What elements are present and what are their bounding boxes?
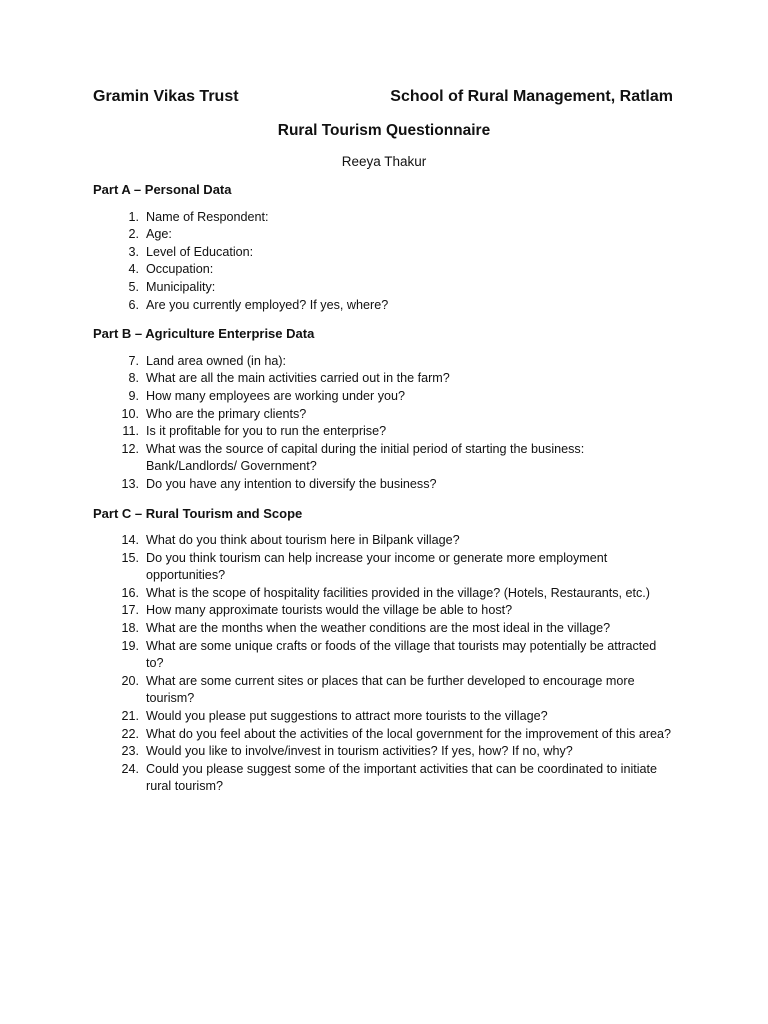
question-text: Do you think tourism can help increase your income or generate more employment opportunities? (146, 550, 608, 583)
part-c-list (93, 532, 673, 796)
part-a-list (93, 209, 673, 315)
question-number: 11. (122, 424, 139, 439)
question-number: 21. (121, 709, 139, 724)
question-number-cell (93, 226, 139, 244)
list-item (93, 550, 673, 585)
question-number-cell (93, 406, 139, 424)
question-number: 19. (121, 638, 139, 653)
question-number: 4. (128, 262, 139, 277)
list-item (93, 532, 673, 550)
list-item (93, 370, 673, 388)
list-item (93, 638, 673, 673)
question-number: 18. (121, 621, 139, 636)
question-number-cell (93, 261, 139, 279)
question-number-cell (93, 441, 139, 476)
question-number: 16. (121, 585, 139, 600)
question-number: 13. (121, 476, 139, 491)
question-number-cell (93, 279, 139, 297)
question-text: What do you think about tourism here in Bilpank village? (146, 533, 460, 548)
list-item (93, 406, 673, 424)
question-text: Name of Respondent: (146, 209, 269, 224)
author-name: Reeya Thakur (341, 154, 427, 169)
question-number-cell (93, 585, 139, 603)
question-number: 9. (128, 388, 139, 403)
question-number-cell (93, 602, 139, 620)
question-number: 12. (121, 441, 139, 456)
question-number-cell (93, 761, 139, 796)
question-number: 15. (121, 550, 139, 565)
list-item (93, 209, 673, 227)
question-text: How many employees are working under you? (146, 388, 406, 403)
org-name: Gramin Vikas Trust (93, 88, 239, 105)
list-item (93, 423, 673, 441)
question-number: 10. (121, 406, 139, 421)
question-text: What was the source of capital during the initial period of starting the business: Bank/Landlords/ Government? (146, 441, 585, 474)
list-item (93, 708, 673, 726)
question-number-cell (93, 532, 139, 550)
list-item (93, 743, 673, 761)
question-number: 3. (128, 244, 139, 259)
list-item (93, 726, 673, 744)
question-number-cell (93, 244, 139, 262)
question-number-cell (93, 370, 139, 388)
document-header (93, 88, 673, 106)
part-c-heading: Part C – Rural Tourism and Scope (93, 505, 303, 521)
question-number-cell (93, 209, 139, 227)
list-item (93, 441, 673, 476)
part-a-heading: Part A – Personal Data (93, 182, 232, 197)
part-b-list (93, 353, 673, 494)
question-number-cell (93, 388, 139, 406)
list-item (93, 353, 673, 371)
question-number: 5. (128, 279, 139, 294)
question-number-cell (93, 673, 139, 708)
question-text: What are some unique crafts or foods of the village that tourists may potentially be attracted to? (146, 638, 657, 671)
question-number-cell (93, 620, 139, 638)
question-text: Age: (146, 227, 172, 242)
question-number: 8. (128, 371, 139, 386)
question-number-cell (93, 550, 139, 585)
question-text: Municipality: (146, 279, 216, 294)
question-number-cell (93, 476, 139, 494)
question-text: Land area owned (in ha): (146, 353, 287, 368)
question-text: Occupation: (146, 262, 214, 277)
question-number: 20. (121, 673, 139, 688)
list-item (93, 620, 673, 638)
question-number: 14. (121, 533, 139, 548)
list-item (93, 585, 673, 603)
question-text: What are all the main activities carried out in the farm? (146, 371, 450, 386)
question-text: Do you have any intention to diversify the business? (146, 476, 437, 491)
document-title: Rural Tourism Questionnaire (277, 122, 491, 139)
question-text: What do you feel about the activities of the local government for the improvement of this area? (146, 726, 672, 741)
list-item (93, 244, 673, 262)
question-text: Would you like to involve/invest in tourism activities? If yes, how? If no, why? (146, 744, 573, 759)
question-text: What are some current sites or places that can be further developed to encourage more tourism? (146, 673, 635, 706)
part-b-heading: Part B – Agriculture Enterprise Data (93, 326, 315, 342)
school-name: School of Rural Management, Ratlam (390, 88, 673, 105)
question-text: Would you please put suggestions to attract more tourists to the village? (146, 709, 548, 724)
question-number: 2. (128, 227, 139, 242)
list-item (93, 297, 673, 315)
question-number-cell (93, 726, 139, 744)
question-number: 6. (128, 297, 139, 312)
list-item (93, 673, 673, 708)
question-number: 22. (121, 726, 139, 741)
question-number: 7. (128, 353, 139, 368)
question-text: Level of Education: (146, 244, 254, 259)
question-number-cell (93, 353, 139, 371)
question-number-cell (93, 423, 139, 441)
question-text: Could you please suggest some of the important activities that can be coordinated to initiate rural tourism? (146, 761, 658, 794)
question-text: Is it profitable for you to run the enterprise? (146, 424, 387, 439)
question-text: What is the scope of hospitality facilities provided in the village? (Hotels, Restaurants, etc.) (146, 585, 650, 600)
list-item (93, 388, 673, 406)
question-number-cell (93, 743, 139, 761)
question-number: 23. (121, 744, 139, 759)
questionnaire-body (93, 181, 673, 807)
question-number-cell (93, 708, 139, 726)
list-item (93, 226, 673, 244)
question-number-cell (93, 638, 139, 673)
question-text: Are you currently employed? If yes, where? (146, 297, 389, 312)
list-item (93, 279, 673, 297)
list-item (93, 476, 673, 494)
question-text: How many approximate tourists would the village be able to host? (146, 603, 513, 618)
question-text: What are the months when the weather conditions are the most ideal in the village? (146, 621, 611, 636)
list-item (93, 261, 673, 279)
list-item (93, 602, 673, 620)
question-number-cell (93, 297, 139, 315)
question-number: 17. (121, 603, 139, 618)
question-number: 24. (121, 761, 139, 776)
list-item (93, 761, 673, 796)
question-text: Who are the primary clients? (146, 406, 307, 421)
question-number: 1. (128, 209, 139, 224)
